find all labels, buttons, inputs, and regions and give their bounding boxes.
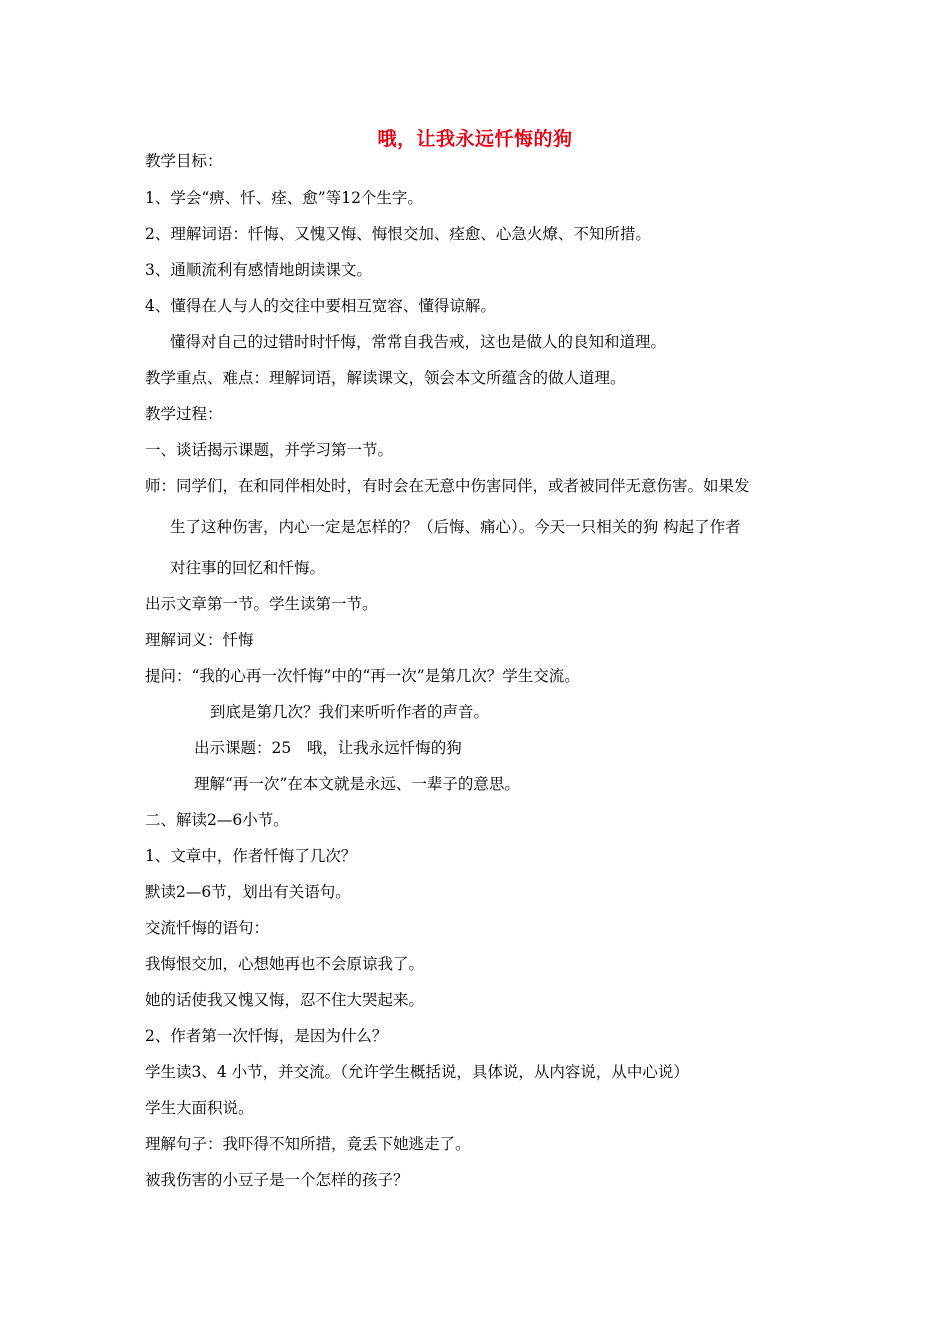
text-line: 师：同学们，在和同伴相处时，有时会在无意中伤害同伴，或者被同伴无意伤害。如果发 xyxy=(145,477,750,495)
text-line: 我悔恨交加，心想她再也不会原谅我了。 xyxy=(145,955,425,973)
text-line: 理解词义：忏悔 xyxy=(145,631,254,649)
text-line: 生了这种伤害，内心一定是怎样的？（后悔、痛心）。今天一只相关的狗 构起了作者 xyxy=(170,518,741,536)
document-title: 哦，让我永远忏悔的狗 xyxy=(377,128,573,150)
text-line: 懂得对自己的过错时时忏悔，常常自我告戒，这也是做人的良知和道理。 xyxy=(170,333,667,351)
text-line: 学生读3、4 小节，并交流。（允许学生概括说，具体说，从内容说，从中心说） xyxy=(145,1063,689,1081)
text-line: 理解句子：我吓得不知所措，竟丢下她逃走了。 xyxy=(145,1135,471,1153)
text-line: 到底是第几次？我们来听听作者的声音。 xyxy=(210,703,490,721)
text-line: 教学重点、难点：理解词语，解读课文，领会本文所蕴含的做人道理。 xyxy=(145,369,626,387)
text-line: 学生大面积说。 xyxy=(145,1099,254,1117)
text-line: 交流忏悔的语句： xyxy=(145,919,270,937)
text-line: 出示文章第一节。学生读第一节。 xyxy=(145,595,378,613)
text-line: 理解“再一次”在本文就是永远、一辈子的意思。 xyxy=(194,775,520,793)
text-line: 她的话使我又愧又悔，忍不住大哭起来。 xyxy=(145,991,425,1009)
text-line: 被我伤害的小豆子是一个怎样的孩子？ xyxy=(145,1171,409,1189)
text-line: 4、懂得在人与人的交往中要相互宽容、懂得谅解。 xyxy=(145,297,496,315)
text-line: 默读2—6节，划出有关语句。 xyxy=(145,883,351,901)
text-line: 提问：“我的心再一次忏悔”中的“再一次”是第几次？学生交流。 xyxy=(145,667,580,685)
text-line: 教学目标： xyxy=(145,152,223,170)
text-line: 1、文章中，作者忏悔了几次？ xyxy=(145,847,357,865)
text-line: 对往事的回忆和忏悔。 xyxy=(170,559,326,577)
text-line: 教学过程： xyxy=(145,405,223,423)
text-line: 2、作者第一次忏悔，是因为什么？ xyxy=(145,1027,388,1045)
text-line: 一、谈话揭示课题，并学习第一节。 xyxy=(145,441,394,459)
text-line: 出示课题：25 哦，让我永远忏悔的狗 xyxy=(194,739,462,757)
text-line: 2、理解词语：忏悔、又愧又悔、悔恨交加、痊愈、心急火燎、不知所措。 xyxy=(145,225,651,243)
text-line: 二、解读2—6小节。 xyxy=(145,811,289,829)
text-line: 3、通顺流利有感情地朗读课文。 xyxy=(145,261,372,279)
text-line: 1、学会“痹、忏、痊、愈”等12个生字。 xyxy=(145,189,423,207)
